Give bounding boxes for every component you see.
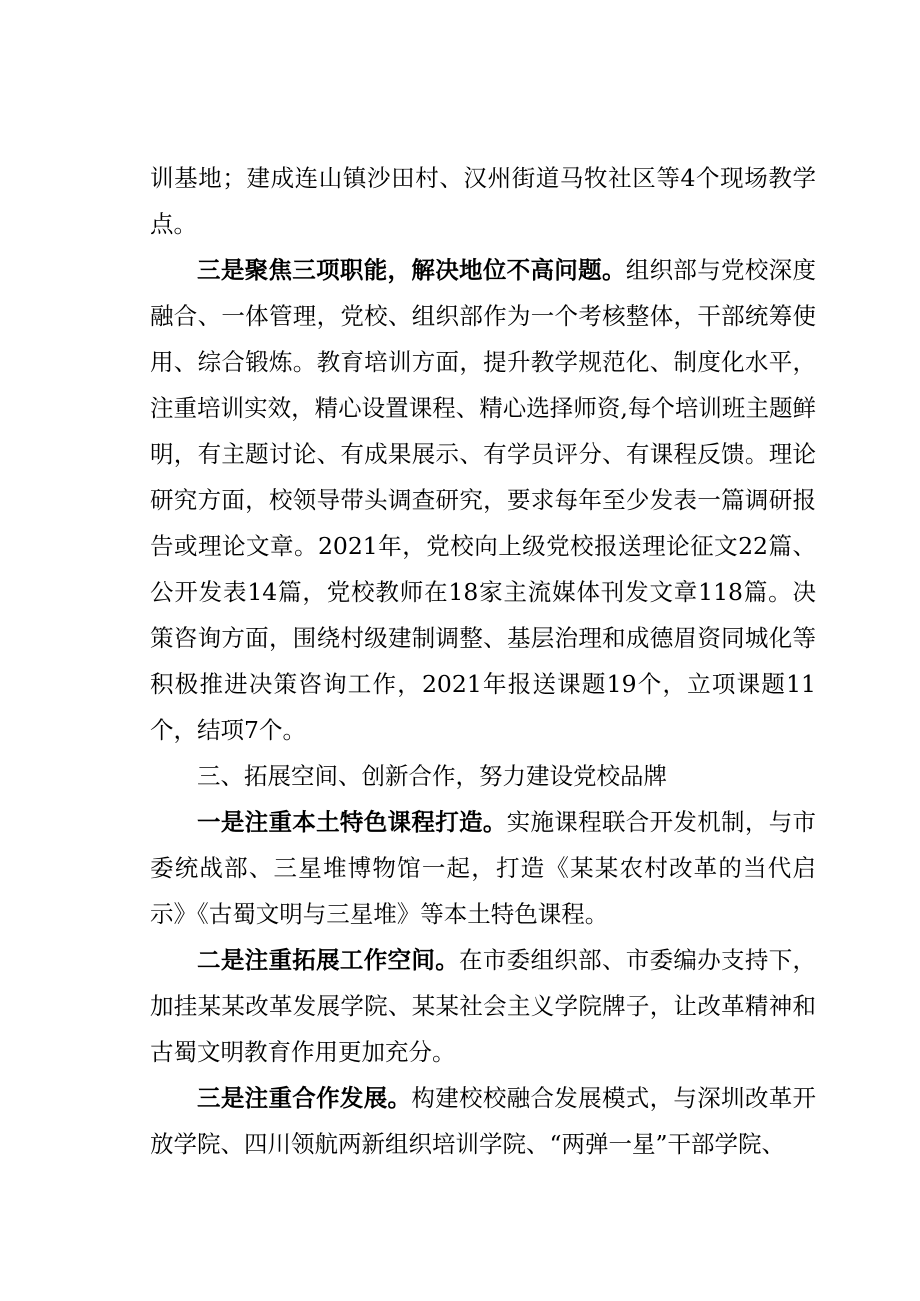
paragraph-text: 训基地；建成连山镇沙田村、汉州街道马牧社区等4个现场教学点。	[150, 164, 816, 238]
paragraph-text: 实施课程联合开发机制，与市委统战部、三星堆博物馆一起，打造《某某农村改革的当代启示》《古蜀文明与三星堆》等本土特色课程。	[150, 808, 817, 928]
paragraph-lead: 二是注重拓展工作空间。	[197, 946, 460, 974]
paragraph-continuation	[150, 155, 816, 247]
paragraph-functions	[150, 247, 816, 753]
paragraph-text: 在市委组织部、市委编办支持下，加挂某某改革发展学院、某某社会主义学院牌子，让改革精神和古蜀文明教育作用更加充分。	[150, 946, 817, 1066]
paragraph-text: 构建校校融合发展模式，与深圳改革开放学院、四川领航两新组织培训学院、“两弹一星”干部学院、	[150, 1084, 817, 1158]
paragraph-item-3	[150, 1075, 816, 1167]
document-page	[150, 155, 816, 1167]
paragraph-item-1	[150, 799, 816, 937]
paragraph-lead: 三是聚焦三项职能，解决地位不高问题。	[197, 256, 626, 284]
paragraph-item-2	[150, 937, 816, 1075]
section-heading: 三、拓展空间、创新合作，努力建设党校品牌	[197, 762, 667, 790]
paragraph-text: 组织部与党校深度融合、一体管理，党校、组织部作为一个考核整体，干部统筹使用、综合锻炼。教育培训方面，提升教学规范化、制度化水平，注重培训实效，精心设置课程、精心选择师资,每个培训班主题鲜明，有主题讨论、有成果展示、有学员评分、有课程反馈。理论研究方面，校领导带头调查研究，要求每年至少发表一篇调研报告或理论文章。2021年，党校向上级党校报送理论征文22篇、公开发表14篇，党校教师在18家主流媒体刊发文章118篇。决策咨询方面，围绕村级建制调整、基层治理和成德眉资同城化等积极推进决策咨询工作，2021年报送课题19个，立项课题11个，结项7个。	[150, 256, 817, 744]
paragraph-lead: 一是注重本土特色课程打造。	[197, 808, 507, 836]
paragraph-lead: 三是注重合作发展。	[197, 1084, 412, 1112]
